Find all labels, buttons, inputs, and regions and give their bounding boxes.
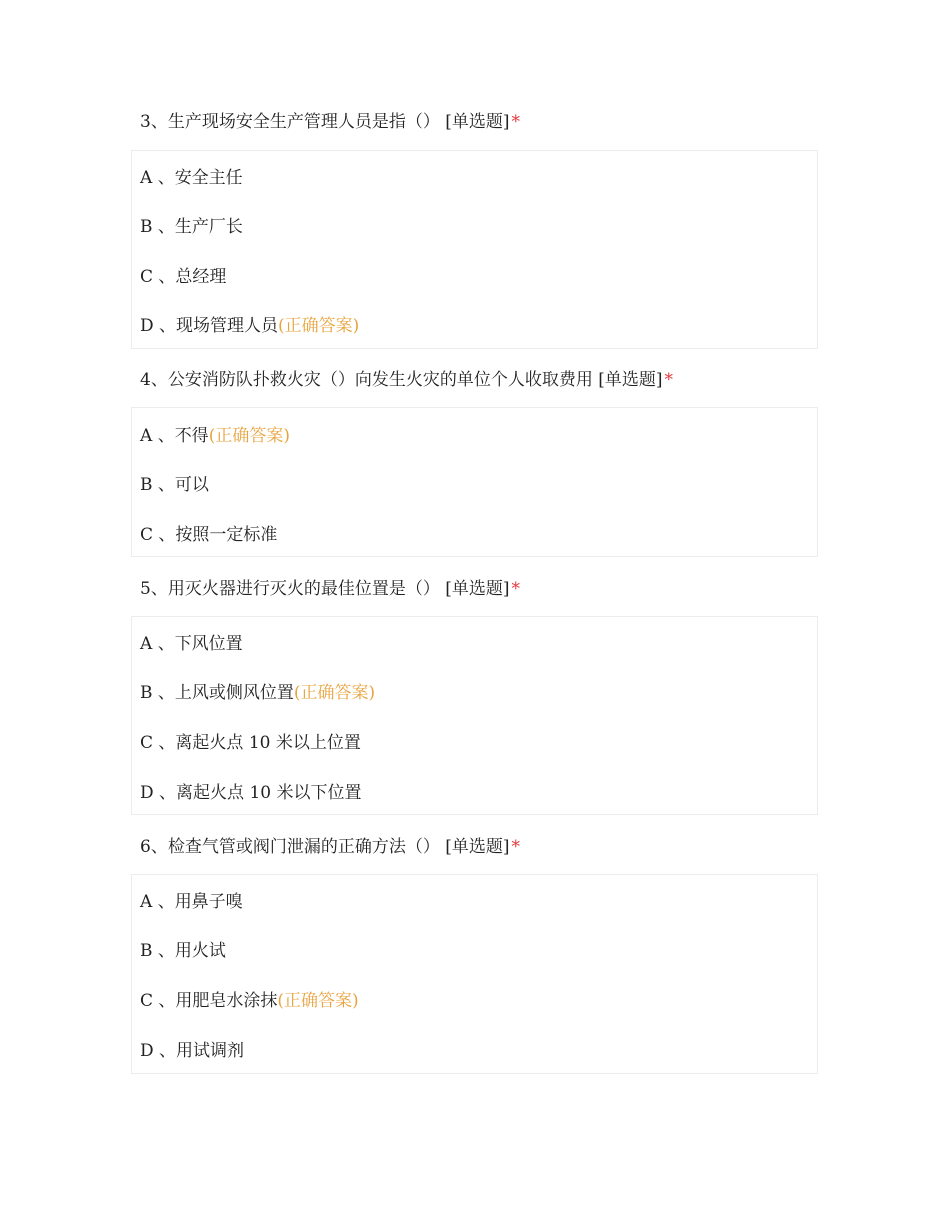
option-item[interactable]	[140, 166, 243, 190]
option-text: 用肥皂水涂抹	[175, 991, 278, 1011]
option-text: 用火试	[174, 941, 226, 961]
option-text: 上风或侧风位置	[174, 683, 294, 703]
correct-answer-tag: (正确答案)	[293, 683, 376, 703]
option-item[interactable]	[140, 989, 359, 1013]
option-separator: 、	[158, 267, 176, 287]
option-separator: 、	[159, 783, 177, 803]
correct-answer-tag: (正确答案)	[278, 316, 360, 336]
option-letter: D	[140, 783, 154, 803]
option-separator: 、	[157, 892, 175, 912]
option-letter: C	[140, 733, 154, 753]
option-separator: 、	[157, 168, 175, 188]
option-letter: B	[140, 683, 153, 703]
option-separator: 、	[157, 475, 175, 495]
question-type-label: [单选题]	[445, 112, 510, 132]
option-item[interactable]	[140, 681, 375, 705]
question-text: 5、用灭火器进行灭火的最佳位置是（）	[140, 579, 440, 599]
option-letter: D	[140, 316, 154, 336]
option-letter: B	[140, 941, 153, 961]
option-item[interactable]	[140, 523, 277, 547]
option-letter: A	[140, 892, 153, 912]
option-separator: 、	[158, 733, 176, 753]
option-item[interactable]	[140, 1039, 244, 1063]
required-mark: *	[511, 579, 520, 599]
option-text: 下风位置	[174, 634, 243, 654]
option-letter: C	[140, 525, 154, 545]
question-title	[140, 110, 520, 134]
option-text: 安全主任	[174, 168, 243, 188]
option-item[interactable]	[140, 215, 243, 239]
option-item[interactable]	[140, 781, 362, 805]
options-box	[131, 874, 818, 1074]
option-text: 用鼻子嗅	[174, 892, 243, 912]
question-text: 3、生产现场安全生产管理人员是指（）	[140, 112, 440, 132]
option-text: 可以	[174, 475, 209, 495]
option-item[interactable]	[140, 314, 359, 338]
option-letter: C	[140, 991, 154, 1011]
question-title	[140, 368, 673, 392]
question-text: 4、公安消防队扑救火灾（）向发生火灾的单位个人收取费用	[140, 370, 593, 390]
option-text: 现场管理人员	[176, 316, 279, 336]
option-item[interactable]	[140, 473, 209, 497]
option-separator: 、	[157, 634, 175, 654]
option-letter: B	[140, 475, 153, 495]
correct-answer-tag: (正确答案)	[277, 991, 359, 1011]
question-title	[140, 577, 520, 601]
option-item[interactable]	[140, 890, 243, 914]
option-separator: 、	[159, 316, 177, 336]
option-text: 离起火点 10 米以下位置	[176, 783, 362, 803]
option-item[interactable]	[140, 424, 290, 448]
option-separator: 、	[157, 683, 175, 703]
option-text: 不得	[174, 426, 209, 446]
required-mark: *	[511, 112, 520, 132]
question-title	[140, 835, 520, 859]
option-separator: 、	[158, 525, 176, 545]
option-text: 离起火点 10 米以上位置	[175, 733, 361, 753]
option-letter: B	[140, 217, 153, 237]
option-text: 总经理	[175, 267, 227, 287]
option-text: 生产厂长	[174, 217, 243, 237]
options-box	[131, 616, 818, 815]
option-letter: D	[140, 1041, 154, 1061]
option-separator: 、	[157, 217, 175, 237]
option-letter: A	[140, 168, 153, 188]
options-box	[131, 407, 818, 557]
question-type-label: [单选题]	[598, 370, 663, 390]
option-text: 按照一定标准	[175, 525, 278, 545]
question-type-label: [单选题]	[445, 579, 510, 599]
required-mark: *	[664, 370, 673, 390]
question-type-label: [单选题]	[445, 837, 510, 857]
option-letter: A	[140, 426, 153, 446]
option-separator: 、	[157, 426, 175, 446]
option-item[interactable]	[140, 265, 226, 289]
option-item[interactable]	[140, 632, 243, 656]
option-item[interactable]	[140, 939, 226, 963]
correct-answer-tag: (正确答案)	[208, 426, 290, 446]
option-separator: 、	[159, 1041, 177, 1061]
option-separator: 、	[158, 991, 176, 1011]
options-box	[131, 150, 818, 349]
option-text: 用试调剂	[176, 1041, 245, 1061]
option-separator: 、	[157, 941, 175, 961]
option-item[interactable]	[140, 731, 361, 755]
required-mark: *	[511, 837, 520, 857]
option-letter: A	[140, 634, 153, 654]
option-letter: C	[140, 267, 154, 287]
question-text: 6、检查气管或阀门泄漏的正确方法（）	[140, 837, 440, 857]
